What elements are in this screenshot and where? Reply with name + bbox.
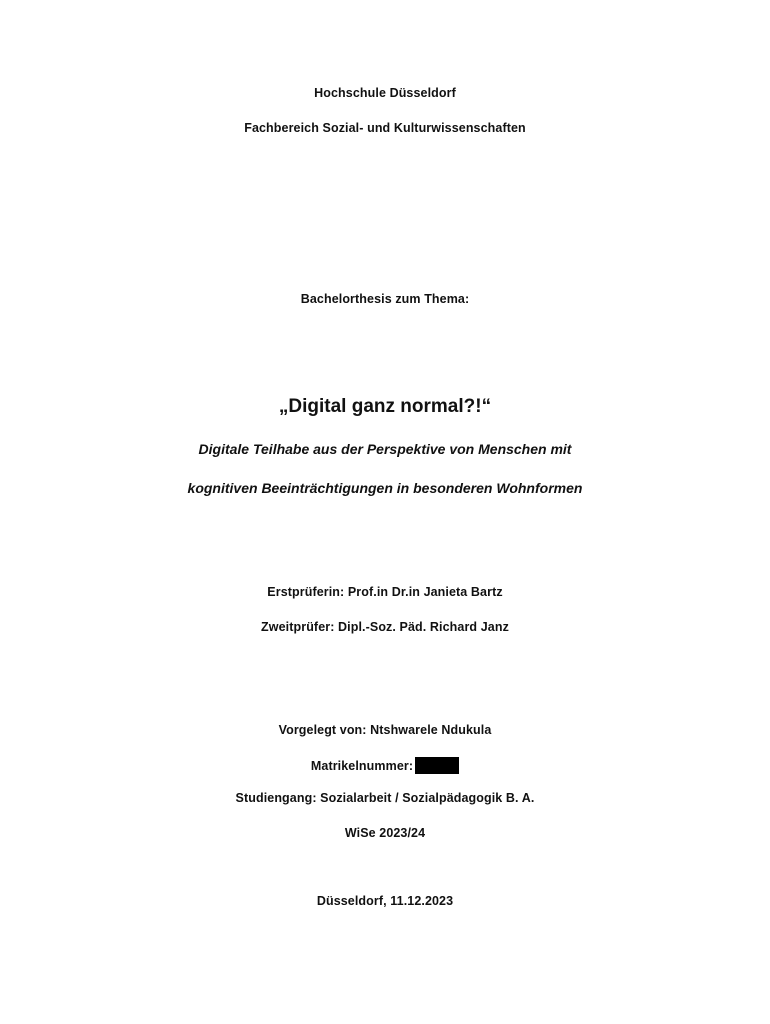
second-examiner: Zweitprüfer: Dipl.-Soz. Päd. Richard Janz	[261, 620, 509, 634]
matriculation-label: Matrikelnummer:	[310, 759, 414, 773]
submitted-by: Vorgelegt von: Ntshwarele Ndukula	[278, 723, 492, 737]
thesis-subtitle-line-1: Digitale Teilhabe aus der Perspektive von Menschen mit	[198, 441, 572, 457]
matriculation-number-redaction	[415, 757, 459, 774]
first-examiner: Erstprüferin: Prof.in Dr.in Janieta Bartz	[267, 585, 503, 599]
faculty-name: Fachbereich Sozial- und Kulturwissenschaften	[244, 121, 526, 135]
thesis-title: „Digital ganz normal?!“	[278, 396, 492, 417]
matriculation-row	[0, 757, 770, 774]
semester: WiSe 2023/24	[344, 826, 426, 840]
university-name: Hochschule Düsseldorf	[314, 86, 456, 100]
place-and-date: Düsseldorf, 11.12.2023	[316, 894, 454, 908]
study-program: Studiengang: Sozialarbeit / Sozialpädagogik B. A.	[235, 791, 535, 805]
thesis-subtitle-line-2: kognitiven Beeinträchtigungen in besonderen Wohnformen	[187, 480, 583, 496]
thesis-label: Bachelorthesis zum Thema:	[300, 292, 470, 306]
